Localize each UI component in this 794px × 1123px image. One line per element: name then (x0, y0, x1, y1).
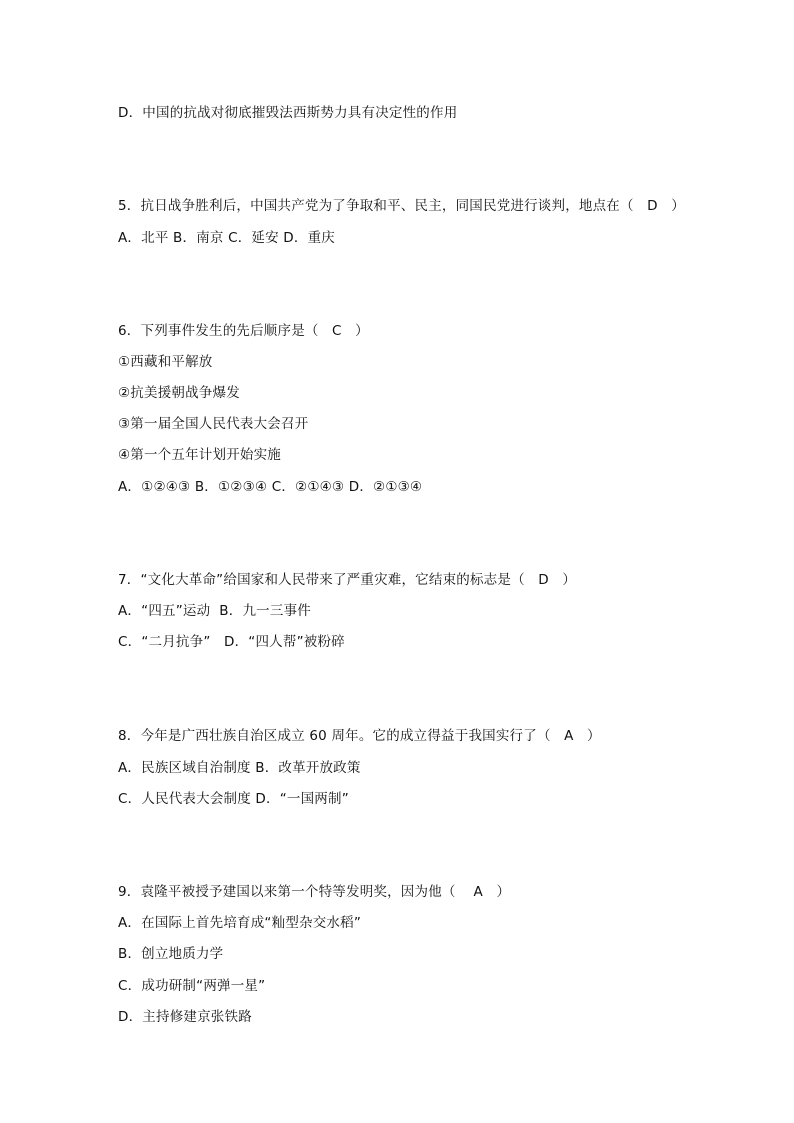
q6-options: A．①②④③ B．①②③④ C．②①④③ D．②①③④ (118, 479, 423, 495)
q6-item-1: ①西藏和平解放 (118, 354, 213, 370)
q5-stem: 5．抗日战争胜利后，中国共产党为了争取和平、民主，同国民党进行谈判，地点在（ D ） (118, 198, 685, 214)
q8-option-cd: C．人民代表大会制度 D．“一国两制” (118, 791, 349, 807)
q7-stem: 7．“文化大革命”给国家和人民带来了严重灾难，它结束的标志是（ D ） (118, 572, 577, 588)
q8-stem: 8．今年是广西壮族自治区成立 60 周年。它的成立得益于我国实行了（ A ） (118, 728, 601, 744)
q9-option-d: D．主持修建京张铁路 (118, 1009, 252, 1025)
q4-option-d: D．中国的抗战对彻底摧毁法西斯势力具有决定性的作用 (118, 105, 458, 121)
q9-stem: 9．袁隆平被授予建国以来第一个特等发明奖，因为他（ A ） (118, 884, 511, 900)
q8-option-ab: A．民族区域自治制度 B．改革开放政策 (118, 760, 361, 776)
q9-option-c: C．成功研制“两弹一星” (118, 978, 266, 994)
q6-item-2: ②抗美援朝战争爆发 (118, 385, 240, 401)
q6-stem: 6．下列事件发生的先后顺序是（ C ） (118, 323, 369, 339)
q7-option-ab: A．“四五”运动 B．九一三事件 (118, 603, 311, 619)
q6-item-4: ④第一个五年计划开始实施 (118, 447, 282, 463)
q9-option-b: B．创立地质力学 (118, 946, 224, 962)
q7-option-cd: C．“二月抗争” D．“四人帮”被粉碎 (118, 634, 345, 650)
q9-option-a: A．在国际上首先培育成“籼型杂交水稻” (118, 915, 362, 931)
q6-item-3: ③第一届全国人民代表大会召开 (118, 416, 309, 432)
q5-options: A．北平 B．南京 C．延安 D．重庆 (118, 230, 335, 246)
